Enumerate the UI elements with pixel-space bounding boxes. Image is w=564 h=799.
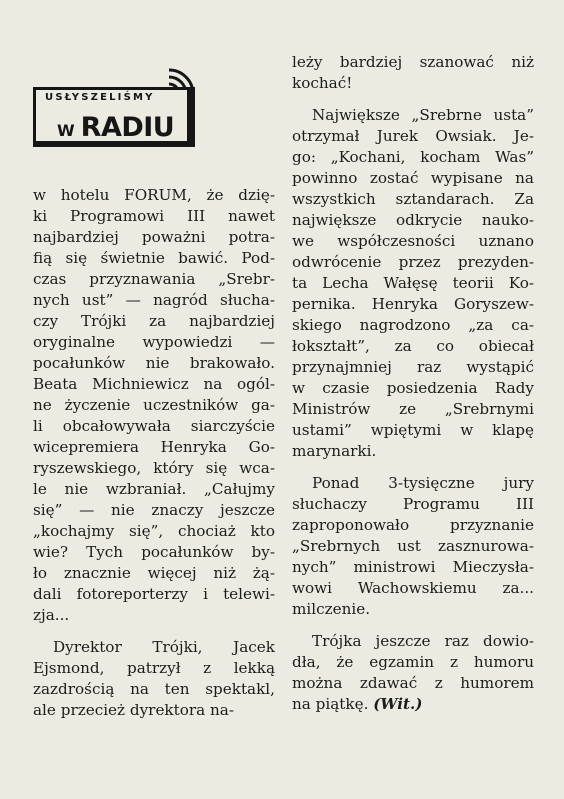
text-line: li obcałowywała siarczyście (33, 417, 275, 435)
text-line: Ejsmond, patrzył z lekką (33, 659, 275, 677)
text-line: słuchaczy Programu III (292, 495, 534, 513)
paragraph (292, 105, 534, 462)
paragraph (292, 631, 534, 715)
text-line: leży bardziej szanować niż (292, 53, 534, 71)
text-line: marynarki. (292, 442, 377, 460)
text-line: ta Lecha Wałęsę teorii Ko- (292, 274, 534, 292)
text-line: wie? Tych pocałunków by- (33, 543, 275, 561)
paragraph (292, 473, 534, 620)
text-line: „kochajmy się”, chociaż kto (33, 522, 275, 540)
paragraph (292, 52, 534, 94)
text-line: Beata Michniewicz na ogól- (33, 375, 275, 393)
text-line: zaproponowało przyznanie (292, 516, 534, 534)
text-line: się” — nie znaczy jeszcze (33, 501, 275, 519)
left-text-column (33, 185, 275, 721)
text-line: ustami” wpiętymi w klapę (292, 421, 534, 439)
text-line: powinno zostać wypisane na (292, 169, 534, 187)
text-line: czy Trójki za najbardziej (33, 312, 275, 330)
text-line: milczenie. (292, 600, 371, 618)
text-line: zja... (33, 606, 70, 624)
text-line: zazdrością na ten spektakl, (33, 680, 275, 698)
header-radiu: RADIU (80, 112, 175, 143)
text-line: Ministrów ze „Srebrnymi (292, 400, 534, 418)
text-line: ale przecież dyrektora na- (33, 701, 234, 719)
text-line: nych ust” — nagród słucha- (33, 291, 275, 309)
text-line: ło znacznie więcej niż żą- (33, 564, 275, 582)
text-line: ryszewskiego, który się wca- (33, 459, 275, 477)
text-line: otrzymał Jurek Owsiak. Je- (292, 127, 534, 145)
text-line: we współczesności uznano (292, 232, 534, 250)
text-line: pocałunków nie brakowało. (33, 354, 275, 372)
text-line: największe odkrycie nauko- (292, 211, 534, 229)
text-line: pernika. Henryka Goryszew- (292, 295, 534, 313)
text-line: można zdawać z humorem (292, 674, 534, 692)
text-line: przynajmniej raz wystąpić (292, 358, 534, 376)
text-line: odwrócenie przez prezyden- (292, 253, 534, 271)
text-line: ki Programowi III nawet (33, 207, 275, 225)
text-line: łokształt”, za co obiecał (292, 337, 534, 355)
text-line: Dyrektor Trójki, Jacek (53, 638, 275, 656)
paragraph (33, 185, 275, 626)
section-header-badge (30, 62, 200, 152)
text-line: Ponad 3-tysięczne jury (312, 474, 534, 492)
text-line: nych” ministrowi Mieczysła- (292, 558, 534, 576)
text-line: skiego nagrodzono „za ca- (292, 316, 534, 334)
right-text-column (292, 52, 534, 715)
author-signature: (Wit.) (373, 695, 423, 713)
text-line: wowi Wachowskiemu za... (292, 579, 534, 597)
text-line: le nie wzbraniał. „Całujmy (33, 480, 275, 498)
text-line: dła, że egzamin z humoru (292, 653, 534, 671)
text-line: wszystkich sztandarach. Za (292, 190, 534, 208)
text-line: wicepremiera Henryka Go- (33, 438, 275, 456)
header-w: W (57, 121, 75, 140)
text-line: na piątkę. (Wit.) (292, 695, 423, 713)
text-line: kochać! (292, 74, 353, 92)
text-line: ne życzenie uczestników ga- (33, 396, 275, 414)
text-line: „Srebrnych ust zasznurowa- (292, 537, 534, 555)
text-line: Największe „Srebrne usta” (312, 106, 534, 124)
text-line: oryginalne wypowiedzi — (33, 333, 275, 351)
paragraph (33, 637, 275, 721)
header-line-usłyszeliśmy: USŁYSZELIŚMY (45, 92, 155, 103)
text-line: czas przyznawania „Srebr- (33, 270, 275, 288)
text-line: najbardziej poważni potra- (33, 228, 275, 246)
text-line: Trójka jeszcze raz dowio- (312, 632, 534, 650)
header-line-w-radiu (57, 112, 174, 143)
text-line: go: „Kochani, kocham Was” (292, 148, 534, 166)
text-line: dali fotoreporterzy i telewi- (33, 585, 275, 603)
text-line: w czasie posiedzenia Rady (292, 379, 534, 397)
text-line: w hotelu FORUM, że dzię- (33, 186, 275, 204)
text-line: fią się świetnie bawić. Pod- (33, 249, 275, 267)
